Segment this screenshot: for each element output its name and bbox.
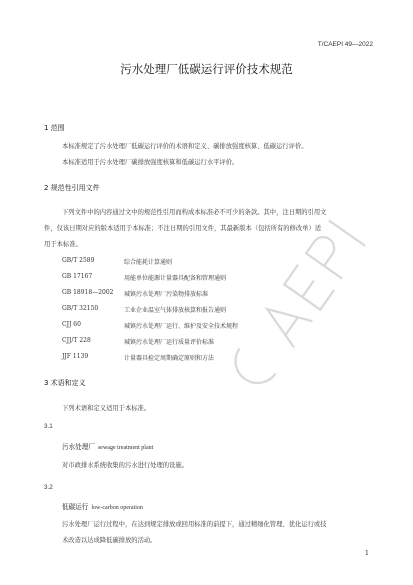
scope-paragraph-2: 本标准适用于污水处理厂碳排放强度核算和低碳运行水平评价。 xyxy=(62,159,239,166)
term-name-en: sewage treatment plant xyxy=(97,445,154,451)
term-number: 3.2 xyxy=(44,484,53,491)
term-definition-line-1: 对市政排水系统收集的污水进行处理的设施。 xyxy=(62,462,188,469)
reference-name: 城镇污水处理厂运行、维护及安全技术规程 xyxy=(124,323,239,330)
scope-paragraph-1: 本标准规定了污水处理厂低碳运行评价的术语和定义、碳排放强度核算、低碳运行评价。 xyxy=(62,143,308,150)
section-heading-scope: 1 范围 xyxy=(44,124,65,132)
normative-paragraph-line-2: 件，仅该日期对应的版本适用于本标准；不注日期的引用文件，其最新版本（包括所有的修改单）适 xyxy=(44,225,322,232)
section-heading-terms: 3 术语和定义 xyxy=(44,379,86,387)
normative-paragraph-line-1: 下列文件中的内容通过文中的规范性引用而构成本标准必不可少的条款。其中，注日期的引用文 xyxy=(62,209,327,216)
normative-paragraph-line-3: 用于本标准。 xyxy=(44,241,82,248)
term-name: 低碳运行 xyxy=(62,503,89,511)
term-name: 污水处理厂 xyxy=(62,443,95,451)
reference-name: 综合能耗计算通则 xyxy=(124,259,173,266)
reference-code: CJJ 60 xyxy=(62,321,81,328)
reference-name: 城镇污水处理厂污染物排放标准 xyxy=(124,291,209,298)
term-number: 3.1 xyxy=(44,423,53,430)
term-definition-line-2: 术改造以达成降低碳排放的活动。 xyxy=(62,537,157,544)
reference-code: GB/T 2589 xyxy=(62,257,95,264)
reference-name: 用能单位能源计量器具配备和管理通则 xyxy=(124,275,227,282)
term-entry xyxy=(62,501,143,511)
watermark-logo xyxy=(200,150,413,450)
term-definition-line-1: 污水处理厂运行过程中，在达到规定排放或回用标准的前提下，通过精细化管理、优化运行或技 xyxy=(62,521,327,528)
reference-code: CJJ/T 228 xyxy=(62,337,91,344)
reference-code: GB 18918—2002 xyxy=(62,289,114,296)
reference-code: GB/T 32150 xyxy=(62,305,99,312)
term-name-en: low-carbon operation xyxy=(91,505,143,511)
standard-code: T/CAEPI 49—2022 xyxy=(317,41,373,48)
reference-code: GB 17167 xyxy=(62,273,93,280)
document-title: 污水处理厂低碳运行评价技术规范 xyxy=(120,62,293,76)
reference-code: JJF 1139 xyxy=(62,353,89,360)
reference-name: 工业企业温室气体排放核算和报告通则 xyxy=(124,307,227,314)
reference-name: 城镇污水处理厂运行质量评价标准 xyxy=(124,339,215,346)
terms-intro: 下列术语和定义适用于本标准。 xyxy=(62,405,151,412)
reference-name: 计量器具检定周期确定原则和方法 xyxy=(124,355,215,362)
page-number: 1 xyxy=(364,549,369,557)
term-entry xyxy=(62,441,153,451)
section-heading-normative: 2 规范性引用文件 xyxy=(44,184,100,192)
